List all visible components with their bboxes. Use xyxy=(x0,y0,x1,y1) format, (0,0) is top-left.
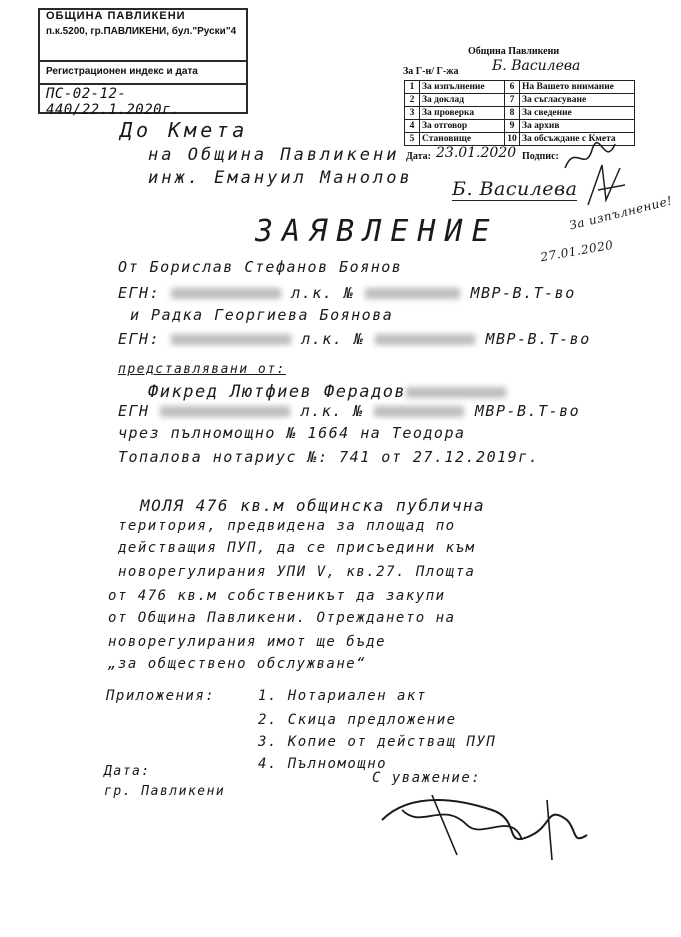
stamp-municipality: ОБЩИНА ПАВЛИКЕНИ xyxy=(46,10,186,22)
distribution-row xyxy=(405,120,635,133)
row-option: За отговор xyxy=(420,120,505,133)
request-line-6: от Община Павликени. Отреждането на xyxy=(108,610,456,626)
distribution-stamp-title: Община Павликени xyxy=(468,46,560,57)
applicant-signature xyxy=(372,780,602,870)
row-number: 5 xyxy=(405,133,420,146)
row-option: На Вашето внимание xyxy=(520,81,635,94)
row-number: 6 xyxy=(505,81,520,94)
representative-label: представлявани от: xyxy=(118,362,286,377)
row-option: Становище xyxy=(420,133,505,146)
stamp-signature-label: Подпис: xyxy=(522,151,559,162)
stamp-address: п.к.5200, гр.ПАВЛИКЕНИ, бул."Руски"4 xyxy=(46,26,237,37)
resolution-name: Б. Василева xyxy=(452,178,578,200)
attachments-label: Приложения: xyxy=(106,688,216,704)
redacted-id-number xyxy=(374,406,464,417)
stamp-divider xyxy=(40,60,246,62)
redacted-id-number xyxy=(365,288,460,299)
egn-label: ЕГН: xyxy=(118,284,161,302)
row-option: За проверка xyxy=(420,107,505,120)
attachment-item: 3. Копие от действащ ПУП xyxy=(258,734,497,750)
request-line-4: новорегулирания УПИ V, кв.27. Площта xyxy=(118,564,476,580)
representative-name xyxy=(148,382,506,402)
egn-label: ЕГН xyxy=(118,402,150,420)
row-number: 1 xyxy=(405,81,420,94)
addressee-label: За Г-н/ Г-жа xyxy=(403,66,459,77)
redacted-id-number xyxy=(375,334,475,345)
representative-name-text: Фикред Лютфиев Ферадов xyxy=(148,382,407,402)
row-option: За обсъждане с Кмета xyxy=(520,133,635,146)
row-number: 8 xyxy=(505,107,520,120)
attachment-item: 4. Пълномощно xyxy=(258,756,388,772)
request-line-1: МОЛЯ 476 кв.м общинска публична xyxy=(140,496,486,515)
row-option: За сведение xyxy=(520,107,635,120)
id-card-label: л.к. № xyxy=(291,284,355,302)
redacted-egn xyxy=(171,334,291,345)
distribution-row xyxy=(405,107,635,120)
closing: С уважение: xyxy=(372,770,482,786)
stamp-date-label: Дата: xyxy=(406,151,431,162)
id-card-label: л.к. № xyxy=(300,402,364,420)
registration-stamp xyxy=(38,8,248,118)
representative-line-2 xyxy=(118,402,580,420)
date-label: Дата: xyxy=(104,764,151,779)
row-number: 3 xyxy=(405,107,420,120)
redacted-text xyxy=(406,387,506,398)
row-number: 2 xyxy=(405,94,420,107)
document-title: ЗАЯВЛЕНИЕ xyxy=(255,214,499,249)
attachment-item: 2. Скица предложение xyxy=(258,712,457,728)
registration-number: ПС-02-12-440/22.1.2020г. xyxy=(46,86,180,118)
place: гр. Павликени xyxy=(104,784,226,799)
issuer: МВР-В.Т-во xyxy=(470,284,576,302)
row-option: За изпълнение xyxy=(420,81,505,94)
addressee-line-2: на Община Павликени xyxy=(148,145,400,165)
redacted-egn xyxy=(171,288,281,299)
resolution-note: За изпълнение! xyxy=(567,193,674,233)
request-line-3: действащия ПУП, да се присъедини към xyxy=(118,540,476,556)
addressee-hand: Б. Василева xyxy=(492,58,581,74)
applicant-line-4 xyxy=(118,330,591,348)
distribution-row xyxy=(405,94,635,107)
row-number: 10 xyxy=(505,133,520,146)
egn-label: ЕГН: xyxy=(118,330,161,348)
distribution-table xyxy=(404,80,635,146)
request-line-2: територия, предвидена за площад по xyxy=(118,518,456,534)
id-card-label: л.к. № xyxy=(301,330,365,348)
redacted-egn xyxy=(160,406,290,417)
row-option: За доклад xyxy=(420,94,505,107)
stamp-divider xyxy=(40,83,246,85)
request-line-8: „за обществено обслужване“ xyxy=(108,656,367,672)
distribution-row xyxy=(405,81,635,94)
applicant-line-3: и Радка Георгиева Боянова xyxy=(130,306,394,324)
issuer: МВР-В.Т-во xyxy=(485,330,591,348)
resolution-signature xyxy=(580,160,630,210)
applicant-line-2 xyxy=(118,284,576,302)
stamp-index-label: Регистрационен индекс и дата xyxy=(46,66,198,77)
row-number: 7 xyxy=(505,94,520,107)
representative-line-3: чрез пълномощно № 1664 на Теодора xyxy=(118,424,466,442)
request-line-7: новорегулирания имот ще бъде xyxy=(108,634,387,650)
row-option: За архив xyxy=(520,120,635,133)
row-number: 9 xyxy=(505,120,520,133)
addressee-line-3: инж. Емануил Манолов xyxy=(148,168,413,188)
addressee-line-1: До Кмета xyxy=(120,118,249,142)
stamp-date-value: 23.01.2020 xyxy=(436,145,517,161)
applicant-line-1: От Борислав Стефанов Боянов xyxy=(118,258,403,276)
issuer: МВР-В.Т-во xyxy=(474,402,581,420)
row-option: За съгласуване xyxy=(520,94,635,107)
attachment-item: 1. Нотариален акт xyxy=(258,688,427,704)
request-line-5: от 476 кв.м собственикът да закупи xyxy=(108,588,446,604)
row-number: 4 xyxy=(405,120,420,133)
resolution-date: 27.01.2020 xyxy=(539,237,615,265)
representative-line-4: Топалова нотариус №: 741 от 27.12.2019г. xyxy=(118,448,540,466)
